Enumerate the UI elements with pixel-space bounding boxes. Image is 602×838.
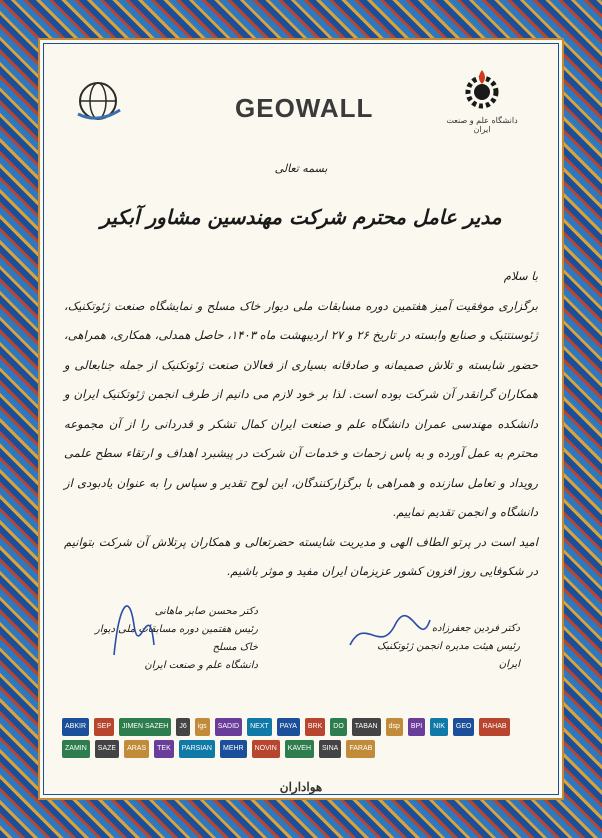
sponsor-logo: ABKIR — [62, 718, 89, 736]
letter-body — [64, 262, 538, 587]
university-logo-caption: دانشگاه علم و صنعت ایران — [446, 116, 518, 134]
gear-torch-icon — [460, 68, 504, 112]
sponsor-logo: ZAMIN — [62, 740, 90, 758]
university-logo — [442, 68, 522, 138]
handwritten-signature-right — [345, 605, 435, 665]
sponsor-logo: MEHR — [220, 740, 247, 758]
sponsor-logo: DO — [330, 718, 347, 736]
sponsor-logo: FARAB — [346, 740, 375, 758]
signatory-title-left-2: دانشگاه علم و صنعت ایران — [144, 660, 258, 671]
sponsor-logo: TABAN — [352, 718, 381, 736]
sponsor-logo: BRK — [305, 718, 325, 736]
globe-logo-icon — [68, 76, 128, 126]
sponsor-logo: RAHAB — [479, 718, 509, 736]
sponsor-logo: NEXT — [247, 718, 272, 736]
signatory-title-left-1: رئیس هفتمین دوره مسابقات ملی دیوار خاک مسلح — [94, 624, 258, 653]
sponsor-logo: SAZE — [95, 740, 119, 758]
handwritten-signature-left — [104, 585, 164, 665]
sponsor-logo: PAYA — [277, 718, 300, 736]
sponsor-logos — [62, 718, 540, 774]
paragraph-wish: امید است در پرتو الطاف الهی و مدیریت شایسته حضرتعالی و همکاران پرتلاش آن شرکت بتوانیم در شکوفایی روز افزون کشور عزیزمان ایران مفید و موثر باشیم. — [64, 534, 538, 578]
sponsor-logo: BPI — [408, 718, 425, 736]
signatory-name-right: دکتر فردین جعفرزاده — [431, 623, 520, 634]
sponsor-logo: TEK — [154, 740, 174, 758]
sponsor-logo: NOVIN — [252, 740, 280, 758]
sponsor-logo: GEO — [453, 718, 475, 736]
addressee-title: مدیر عامل محترم شرکت مهندسین مشاور آبکیر — [100, 205, 502, 229]
header-logos — [60, 68, 542, 138]
signatory-name-left: دکتر محسن صابر ماهانی — [154, 606, 258, 617]
sponsor-logo: SEP — [94, 718, 114, 736]
bismillah: بسمه تعالی — [274, 162, 328, 175]
sponsor-logo: dsp — [386, 718, 403, 736]
sponsor-logo: SINA — [319, 740, 341, 758]
sponsor-logo: PARSIAN — [179, 740, 215, 758]
sponsor-logo: SADID — [215, 718, 242, 736]
sponsor-logo: ARAS — [124, 740, 149, 758]
sponsor-logo: igs — [195, 718, 210, 736]
greeting: با سلام — [503, 269, 538, 283]
sponsor-logo: KAVEH — [285, 740, 314, 758]
sponsor-logo: JIMEN SAZEH — [119, 718, 171, 736]
sponsor-logo: J6 — [176, 718, 189, 736]
geowall-logo: GEOWALL — [235, 93, 374, 123]
sponsor-logo: NIK — [430, 718, 448, 736]
footer-logo: هواداران — [279, 780, 323, 794]
signatory-title-right: رئیس هیئت مدیره انجمن ژئوتکنیک ایران — [377, 641, 520, 670]
paragraph-appreciation: برگزاری موفقیت آمیز هفتمین دوره مسابقات ملی دیوار خاک مسلح و نمایشگاه صنعت ژئوتکنیک، ژئوسنتتیک و صنایع وابسته در تاریخ ۲۶ و ۲۷ اردیبهشت ماه ۱۴۰۳، حاصل همدلی، همکاری، همراهی، حضور شایسته و تلاش صمیمانه و صادقانه بسیاری از فعالان صنعت ژئوتکنیک از جمله جنابعالی و همکاران گرانقدر آن شرکت بوده است. لذا بر خود لازم می دانیم از طرف انجمن ژئوتکنیک ایران و دانشکده مهندسی عمران دانشگاه علم و صنعت ایران کمال تشکر و قدردانی را از آن مجموعه محترم به عمل آورده و به پاس زحمات و خدمات آن شرکت در پیشبرد اهداف و ارتقاء سطح علمی رویداد و تعامل سازنده و همراهی با برگزارکنندگان، این لوح تقدیر و سپاس را به عنوان یادبودی از دانشگاه و انجمن تقدیم نماییم. — [64, 298, 538, 519]
